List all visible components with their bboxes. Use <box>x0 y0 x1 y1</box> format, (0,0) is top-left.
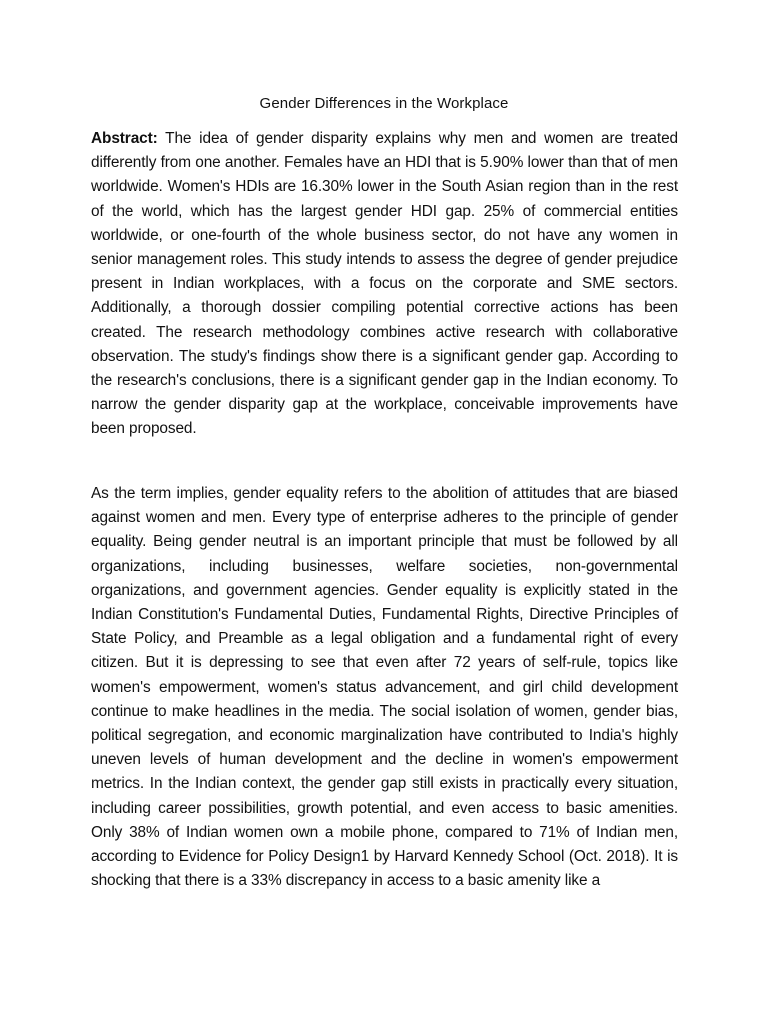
abstract-paragraph <box>91 127 678 442</box>
abstract-text: The idea of gender disparity explains why men and women are treated differently from one another. Females have an HDI that is 5.90% lower than that of men worldwide. Women's HDIs are 16.30% lower in the South Asian region than in the rest of the world, which has the largest gender HDI gap. 25% of commercial entities worldwide, or one-fourth of the whole business sector, do not have any women in senior management roles. This study intends to assess the degree of gender prejudice present in Indian workplaces, with a focus on the corporate and SME sectors. Additionally, a thorough dossier compiling potential corrective actions has been created. The research methodology combines active research with collaborative observation. The study's findings show there is a significant gender gap. According to the research's conclusions, there is a significant gender gap in the Indian economy. To narrow the gender disparity gap at the workplace, conceivable improvements have been proposed. <box>91 130 678 438</box>
abstract-label: Abstract: <box>91 130 158 147</box>
body-paragraph: As the term implies, gender equality refers to the abolition of attitudes that are biased against women and men. Every type of enterprise adheres to the principle of gender equality. Being gender neutral is an important principle that must be followed by all organizations, including businesses, welfare societies, non-governmental organizations, and government agencies. Gender equality is explicitly stated in the Indian Constitution's Fundamental Duties, Fundamental Rights, Directive Principles of State Policy, and Preamble as a legal obligation and a fundamental right of every citizen. But it is depressing to see that even after 72 years of self-rule, topics like women's empowerment, women's status advancement, and girl child development continue to make headlines in the media. The social isolation of women, gender bias, political segregation, and economic marginalization have contributed to India's highly uneven levels of human development and the decline in women's empowerment metrics. In the Indian context, the gender gap still exists in practically every situation, including career possibilities, growth potential, and even access to basic amenities. Only 38% of Indian women own a mobile phone, compared to 71% of Indian men, according to Evidence for Policy Design1 by Harvard Kennedy School (Oct. 2018). It is shocking that there is a 33% discrepancy in access to a basic amenity like a <box>91 485 678 890</box>
document-title: Gender Differences in the Workplace <box>259 95 509 112</box>
